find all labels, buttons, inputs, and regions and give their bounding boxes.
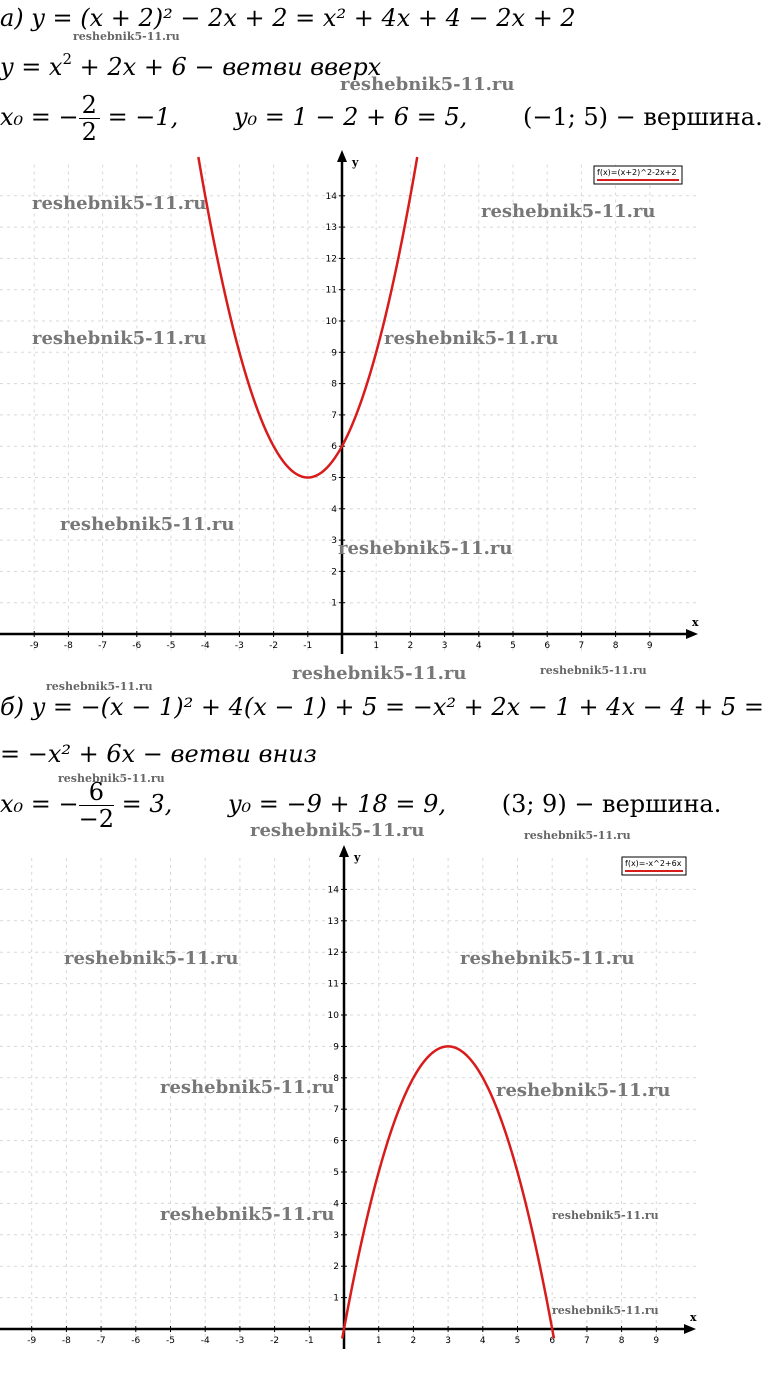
y-tick-label: 11 [327,979,339,990]
x-tick-label: 5 [514,1336,521,1346]
part-b-x0-fraction [79,779,114,832]
x-tick-label: 7 [578,641,585,651]
watermark: reshebnik5-11.ru [460,948,635,969]
x-tick-label: -1 [304,1336,314,1346]
part-b-vertex: (3; 9) − вершина. [501,790,722,818]
part-a-equation-2 [0,50,381,81]
y-axis-arrow [339,845,349,857]
y-axis-label: y [352,156,359,169]
y-tick-label: 7 [333,1105,339,1116]
y-tick-label: 1 [331,598,337,609]
part-a-equation-1 [0,4,576,32]
part-b-line2: = −x² + 6x − ветви вниз [0,740,317,768]
y-tick-label: 14 [327,885,339,896]
watermark: reshebnik5-11.ru [524,829,631,842]
x-tick-label: -2 [269,641,279,651]
legend-text: f(x)=(x+2)^2-2x+2 [597,168,677,177]
x-tick-label: -9 [27,1336,37,1346]
part-a-vertex: (−1; 5) − вершина. [522,103,763,131]
watermark: reshebnik5-11.ru [340,74,515,95]
y-tick-label: 4 [331,504,337,515]
y-tick-label: 9 [331,348,337,359]
x-tick-label: -1 [303,641,313,651]
y-tick-label: 3 [331,536,337,547]
y-tick-label: 2 [333,1262,339,1273]
part-a-vertex-line [0,92,763,145]
x-tick-label: 1 [373,641,380,651]
x-tick-label: 3 [445,1336,451,1346]
part-a-x0-value: = −1, [107,103,179,131]
y-tick-label: 5 [331,473,337,484]
y-tick-label: 13 [325,223,337,234]
watermark: reshebnik5-11.ru [496,1080,671,1101]
x-tick-label: 8 [612,641,619,651]
part-a-x0-label: x₀ = − [0,103,79,131]
x-tick-label: -3 [235,1336,245,1346]
y-tick-label: 4 [333,1199,339,1210]
part-a-x0-fraction [79,92,100,145]
x-tick-label: 1 [375,1336,382,1346]
part-a-x0-denominator: 2 [81,118,97,146]
x-tick-label: 9 [646,641,653,651]
part-a-line1: а) y = (x + 2)² − 2x + 2 = x² + 4x + 4 − 2x + 2 [0,4,576,32]
y-tick-label: 8 [331,379,337,390]
y-tick-label: 7 [331,410,337,421]
x-tick-label: 3 [441,641,448,651]
watermark: reshebnik5-11.ru [32,328,207,349]
y-tick-label: 12 [325,254,337,265]
part-a-line2-end: + 2x + 6 − ветви вверх [72,53,382,81]
y-tick-label: 8 [333,1073,339,1084]
x-tick-label: 5 [510,641,516,651]
x-tick-label: -6 [131,1336,141,1346]
x-tick-label: -9 [29,641,39,651]
y-tick-label: 12 [327,948,339,959]
y-tick-label: 6 [333,1136,339,1147]
x-tick-label: 2 [407,641,414,651]
part-a-exponent: 2 [62,50,73,68]
y-tick-label: 10 [325,317,337,327]
watermark: reshebnik5-11.ru [160,1077,335,1098]
watermark: reshebnik5-11.ru [160,1204,335,1225]
watermark: reshebnik5-11.ru [540,664,647,677]
x-tick-label: -3 [234,641,244,651]
part-b-line1: б) y = −(x − 1)² + 4(x − 1) + 5 = −x² + 2x − 1 + 4x − 4 + 5 = [0,693,764,721]
x-tick-label: -7 [98,641,108,651]
y-tick-label: 5 [333,1168,339,1178]
part-b-x0-label: x₀ = − [0,790,79,818]
x-tick-label: -2 [270,1336,280,1346]
y-tick-label: 10 [327,1011,339,1021]
x-tick-label: -8 [63,641,73,651]
watermark: reshebnik5-11.ru [58,772,165,785]
x-axis-arrow [684,1324,696,1334]
part-b-x0-denominator: −2 [78,805,115,833]
chart-a [0,150,703,660]
x-tick-label: -7 [96,1336,106,1346]
watermark: reshebnik5-11.ru [384,328,559,349]
y-tick-label: 11 [325,285,337,296]
part-b-x0-value: = 3, [121,790,173,818]
part-b-x0-numerator: 6 [79,779,114,806]
watermark: reshebnik5-11.ru [250,820,425,841]
y-tick-label: 14 [325,191,337,202]
y-tick-label: 9 [333,1042,339,1053]
x-tick-label: 7 [584,1336,590,1346]
y-tick-label: 1 [333,1293,339,1304]
part-a-line2-start: y = x [0,53,63,81]
x-axis-label: x [692,616,699,629]
y-axis-label: y [354,851,361,864]
watermark: reshebnik5-11.ru [32,193,207,214]
x-tick-label: 9 [653,1336,660,1346]
watermark: reshebnik5-11.ru [292,663,467,684]
legend-text: f(x)=-x^2+6x [625,859,682,868]
watermark: reshebnik5-11.ru [338,538,513,559]
x-axis-arrow [686,629,698,639]
part-a-x0-numerator: 2 [79,92,100,119]
y-tick-label: 6 [331,442,337,453]
part-a-y0: y₀ = 1 − 2 + 6 = 5, [233,103,468,131]
x-tick-label: 2 [410,1336,417,1346]
x-tick-label: 6 [549,1336,556,1346]
x-tick-label: 4 [479,1336,486,1346]
watermark: reshebnik5-11.ru [60,514,235,535]
y-axis-arrow [337,150,347,162]
x-tick-label: -4 [200,1336,210,1346]
y-tick-label: 13 [327,916,339,927]
parabola-curve [198,157,417,478]
x-tick-label: 6 [544,641,551,651]
y-tick-label: 3 [333,1230,339,1241]
part-b-y0: y₀ = −9 + 18 = 9, [227,790,447,818]
x-tick-label: -8 [61,1336,71,1346]
legend [622,857,686,875]
part-b-equation-2 [0,740,317,768]
watermark: reshebnik5-11.ru [552,1209,659,1222]
x-tick-label: -5 [166,641,176,651]
x-tick-label: -5 [166,1336,175,1346]
watermark: reshebnik5-11.ru [73,30,180,43]
x-tick-label: -6 [132,641,142,651]
watermark: reshebnik5-11.ru [46,680,153,693]
x-axis-label: x [690,1311,697,1324]
watermark: reshebnik5-11.ru [64,948,239,969]
part-b-equation-1 [0,693,764,721]
y-tick-label: 2 [331,567,337,578]
watermark: reshebnik5-11.ru [552,1304,659,1317]
watermark: reshebnik5-11.ru [481,201,656,222]
x-tick-label: 4 [475,641,482,651]
x-tick-label: 8 [618,1336,625,1346]
legend [594,166,682,184]
x-tick-label: -4 [200,641,210,651]
